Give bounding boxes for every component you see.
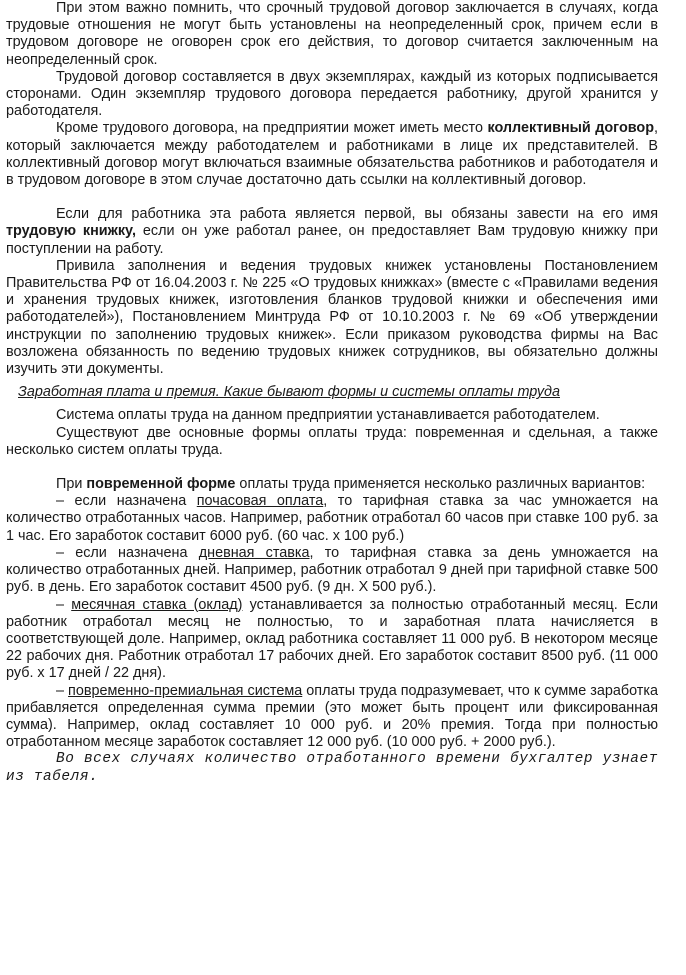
paragraph-collective-agreement xyxy=(6,120,658,189)
text: – xyxy=(56,682,69,699)
bold-term-time-based: повременной форме xyxy=(86,476,236,493)
text: если он уже работал ранее, он предоставляет Вам трудовую книжку при поступлении на работу. xyxy=(6,223,658,257)
bold-term-collective-agreement: коллективный договор xyxy=(487,120,655,137)
underlined-term-bonus: повременно-премиальная система xyxy=(68,682,303,699)
text: оплаты труда подразумевает, что к сумме заработка прибавляется определенная сумма премии (это может быть процент или фиксированная сумма). Например, оклад составляет 10 000 руб. и 20% премия. Тогда при полностью отработанном месяце заработок составляет 12 000 руб. (10 000 руб. + 2000 руб.). xyxy=(6,682,658,751)
text: устанавливается за полностью отработанный месяц. Если работник отработал месяц не полностью, то и заработная плата начисляется в соответствующей доле. Например, оклад работника составляет 11 000 руб. В некотором месяце 22 рабочих дня. Работник отработал 17 рабочих дней. Его заработок составит 8500 руб. (11 000 руб. х 17 дней / 22 дня). xyxy=(6,596,659,682)
paragraph-work-book xyxy=(6,206,658,258)
bold-term-work-book: трудовую книжку, xyxy=(6,223,136,240)
text: , то тарифная ставка за час умножается на количество отработанных часов. Например, работник отработал 60 часов при ставке 100 руб. за 1 час. Его заработок составит 6000 руб. (60 час. х 100 руб.) xyxy=(6,493,658,544)
spacer xyxy=(6,189,658,206)
text: При xyxy=(56,476,87,493)
spacer xyxy=(6,459,658,476)
paragraph-hourly-pay xyxy=(6,493,658,545)
paragraph-two-copies: Трудовой договор составляется в двух экземплярах, каждый из которых подписывается сторонами. Один экземпляр трудового договора передается работнику, другой хранится у работодателя. xyxy=(6,68,658,120)
text: – если назначена xyxy=(56,544,199,561)
text: оплаты труда применяется несколько различных вариантов: xyxy=(235,476,646,493)
paragraph-work-book-rules: Привила заполнения и ведения трудовых книжек установлены Постановлением Правительства РФ от 16.04.2003 г. № 225 «О трудовых книжках» (вместе с «Правилами ведения и хранения трудовых книжек, изготовления бланков трудовой книжки и обеспечения ими работодателей»), Постановлением Минтруда РФ от 10.10.2003 г. № 69 «Об утверждении инструкции по заполнению трудовых книжек». Если приказом руководства фирмы на Вас возложена обязанность по ведению трудовых книжек сотрудников, вы обязательно должны изучить эти документы. xyxy=(6,257,658,378)
paragraph-timesheet-note: Во всех случаях количество отработанного времени бухгалтер узнает из табеля. xyxy=(6,751,658,785)
underlined-term-daily: дневная ставка xyxy=(198,544,310,561)
underlined-term-monthly: месячная ставка (оклад) xyxy=(71,596,243,613)
text: Кроме трудового договора, на предприятии может иметь место xyxy=(56,120,488,137)
paragraph-daily-rate xyxy=(6,545,658,597)
text: , который заключается между работодателем и работниками в лице их представителей. В коллективный договор могут включаться взаимные обязательства работников и работодателя и в трудовом договоре в этом случае достаточно дать ссылки на коллективный договор. xyxy=(6,120,659,189)
paragraph-monthly-rate xyxy=(6,597,658,683)
text: – если назначена xyxy=(56,493,197,510)
paragraph-pay-forms: Существуют две основные формы оплаты труда: повременная и сдельная, а также несколько систем оплаты труда. xyxy=(6,424,658,458)
paragraph-fixed-term-contract: При этом важно помнить, что срочный трудовой договор заключается в случаях, когда трудовые отношения не могут быть установлены на неопределенный срок, причем если в трудовом договоре не оговорен срок его действия, то договор считается заключенным на неопределенный срок. xyxy=(6,0,658,68)
section-heading: Заработная плата и премия. Какие бывают формы и системы оплаты труда xyxy=(18,384,560,401)
underlined-term-hourly: почасовая оплата xyxy=(196,493,324,510)
text: Если для работника эта работа является первой, вы обязаны завести на его имя xyxy=(56,206,658,223)
paragraph-time-based-intro xyxy=(6,476,658,493)
paragraph-pay-system: Система оплаты труда на данном предприятии устанавливается работодателем. xyxy=(56,407,600,424)
text: , то тарифная ставка за день умножается на количество отработанных дней. Например, работник отработал 9 дней при тарифной ставке 500 руб. в день. Его заработок составит 4500 руб. (9 дн. Х 500 руб.). xyxy=(6,544,658,596)
paragraph-bonus-system xyxy=(6,683,658,752)
text: – xyxy=(56,596,72,613)
